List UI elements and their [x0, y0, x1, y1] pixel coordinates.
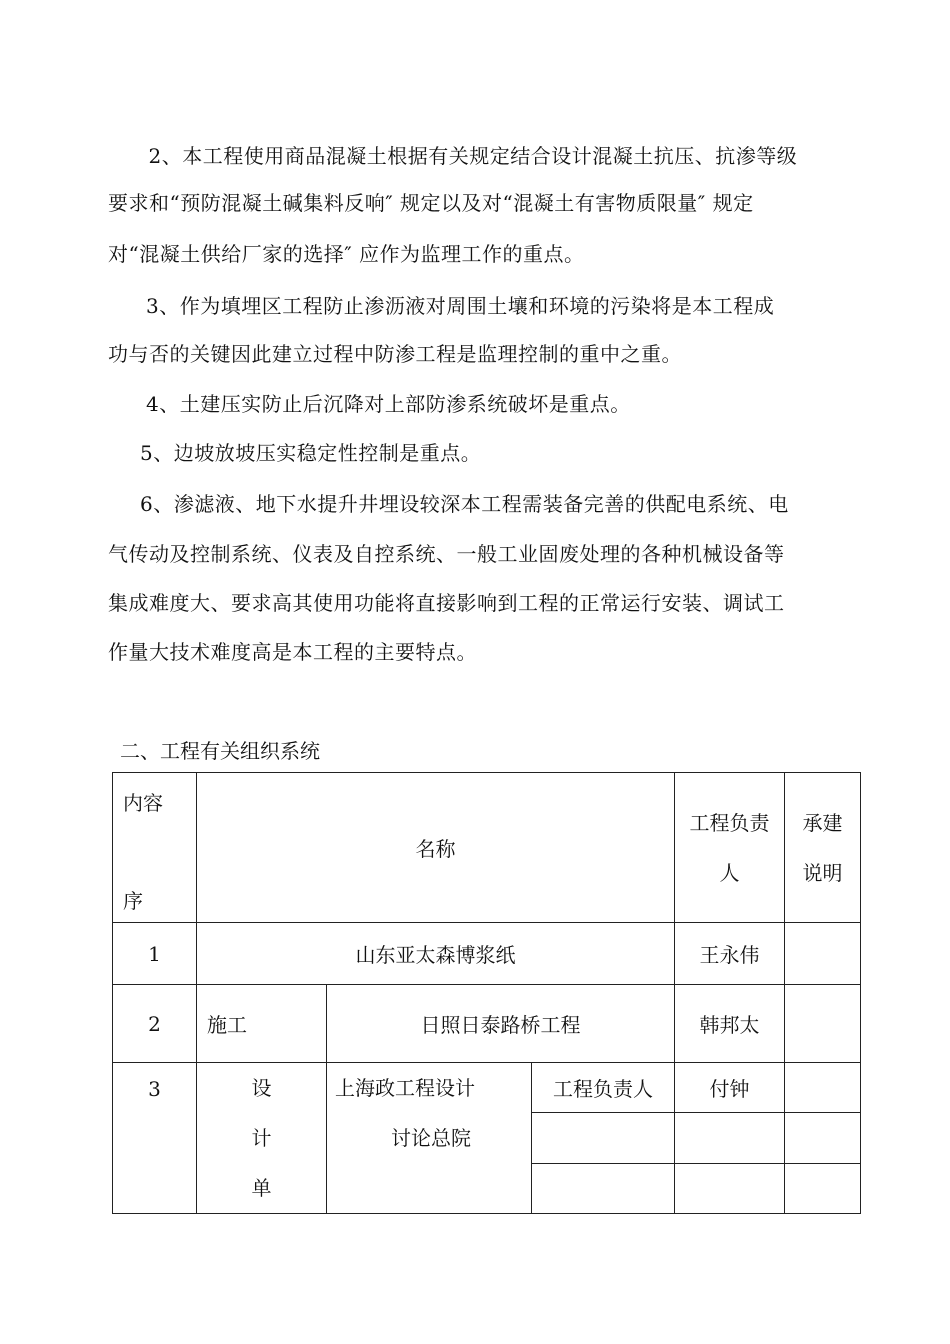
- table-header-row: [113, 773, 861, 923]
- row1-manager: 王永伟: [675, 923, 785, 985]
- row1-note: [785, 923, 861, 985]
- row2-type: 施工: [197, 985, 327, 1063]
- row1-index: 1: [113, 923, 197, 985]
- header-manager-label-1: 工程负责: [689, 810, 770, 835]
- header-index-cell: [113, 773, 197, 923]
- row3-name: [327, 1063, 532, 1214]
- header-content-label: 内容: [123, 791, 163, 815]
- row2-note: [785, 985, 861, 1063]
- para-6-line-1: 6、渗滤液、地下水提升井埋设较深本工程需装备完善的供配电系统、电: [140, 492, 789, 516]
- header-name-cell: [197, 773, 675, 923]
- row3-sub3-manager: [675, 1163, 785, 1213]
- para-6-line-4: 作量大技术难度高是本工程的主要特点。: [108, 640, 477, 664]
- header-seq-label: 序: [123, 889, 143, 913]
- row3-sub2-manager: [675, 1113, 785, 1163]
- row3-type-char-1: 设: [251, 1076, 272, 1100]
- row3-type: [197, 1063, 327, 1214]
- organization-table: [112, 772, 861, 1214]
- row1-name: 山东亚太森博浆纸: [197, 923, 675, 985]
- row2-manager: 韩邦太: [675, 985, 785, 1063]
- row3-name-line-1: 上海政工程设计: [335, 1076, 475, 1100]
- row3-note: [785, 1063, 861, 1113]
- row2-index: 2: [113, 985, 197, 1063]
- row3-type-char-3: 单: [251, 1176, 272, 1200]
- header-manager-label-2: 人: [719, 860, 740, 885]
- row3-sub2-note: [785, 1113, 861, 1163]
- para-2-line-3: 对“混凝土供给厂家的选择″ 应作为监理工作的重点。: [108, 242, 585, 266]
- header-note-cell: [785, 773, 861, 923]
- row3-index: 3: [113, 1063, 197, 1214]
- table-row: [113, 1063, 861, 1113]
- row3-sub3-note: [785, 1163, 861, 1213]
- header-note-label-2: 说明: [802, 860, 843, 885]
- para-5-line-1: 5、边坡放坡压实稳定性控制是重点。: [140, 441, 482, 465]
- row3-name-line-2: 讨论总院: [391, 1126, 471, 1150]
- section-title: 二、工程有关组织系统: [120, 739, 320, 763]
- para-6-line-3: 集成难度大、要求高其使用功能将直接影响到工程的正常运行安装、调试工: [108, 591, 785, 615]
- para-6-line-2: 气传动及控制系统、仪表及自控系统、一般工业固废处理的各种机械设备等: [108, 542, 785, 566]
- row3-manager: 付钟: [675, 1063, 785, 1113]
- para-2-line-1: 2、本工程使用商品混凝土根据有关规定结合设计混凝土抗压、抗渗等级: [128, 144, 798, 168]
- header-note-label-1: 承建: [802, 810, 843, 835]
- row3-sub2-role: [532, 1113, 675, 1163]
- row3-role: 工程负责人: [532, 1063, 675, 1113]
- row3-sub3-role: [532, 1163, 675, 1213]
- para-2-line-2: 要求和“预防混凝土碱集料反响″ 规定以及对“混凝土有害物质限量″ 规定: [108, 191, 754, 215]
- table-row: [113, 985, 861, 1063]
- row3-type-char-2: 计: [251, 1126, 272, 1150]
- para-3-line-1: 3、作为填埋区工程防止渗沥液对周围土壤和环境的污染将是本工程成: [146, 294, 775, 318]
- header-name-label: 名称: [415, 837, 456, 861]
- row2-name: 日照日泰路桥工程: [327, 985, 675, 1063]
- para-3-line-2: 功与否的关键因此建立过程中防渗工程是监理控制的重中之重。: [108, 342, 682, 366]
- header-manager-cell: [675, 773, 785, 923]
- table-row: [113, 923, 861, 985]
- para-4-line-1: 4、土建压实防止后沉降对上部防渗系统破坏是重点。: [146, 392, 631, 416]
